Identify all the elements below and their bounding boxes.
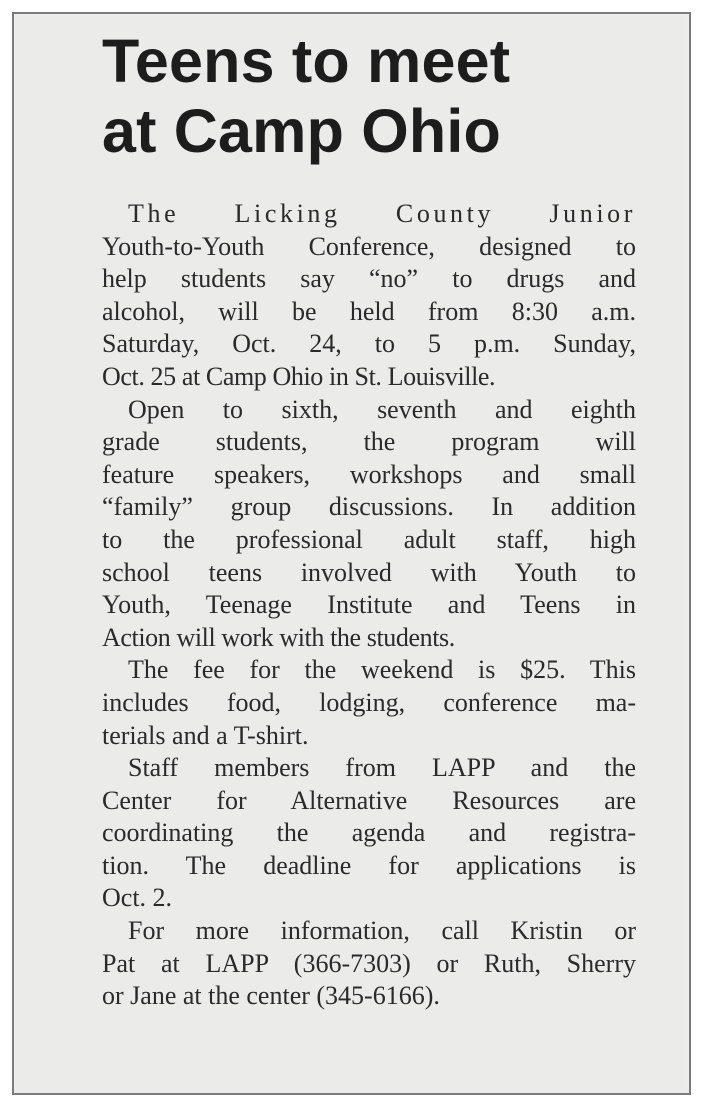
body-line: school teens involved with Youth to: [102, 557, 636, 587]
body-line: or Jane at the center (345-6166).: [102, 981, 440, 1011]
body-line: Open to sixth, seventh and eighth: [128, 394, 636, 424]
body-line: Youth, Teenage Institute and Teens in: [102, 590, 636, 620]
body-line: Oct. 2.: [102, 883, 173, 913]
body-line: terials and a T-shirt.: [102, 720, 309, 750]
article-frame: [12, 12, 691, 1095]
body-line: Staff members from LAPP and the: [128, 753, 636, 783]
body-line: Center for Alternative Resources are: [102, 785, 636, 815]
body-line: Oct. 25 at Camp Ohio in St. Louisville.: [102, 361, 496, 391]
article-headline: [102, 26, 662, 166]
newspaper-clipping: [16, 16, 687, 1091]
body-line: help students say “no” to drugs and: [102, 264, 636, 294]
headline-line-1: Teens to meet: [102, 27, 511, 95]
body-line: Saturday, Oct. 24, to 5 p.m. Sunday,: [102, 329, 636, 359]
body-line: coordinating the agenda and registra-: [102, 818, 636, 848]
body-line: Youth-to-Youth Conference, designed to: [102, 231, 636, 261]
headline-line-2: at Camp Ohio: [102, 97, 501, 165]
body-line: The Licking County Junior: [128, 199, 636, 228]
body-line: grade students, the program will: [102, 427, 636, 457]
body-line: tion. The deadline for applications is: [102, 850, 636, 880]
body-line: The fee for the weekend is $25. This: [128, 655, 636, 685]
body-line: to the professional adult staff, high: [102, 524, 636, 554]
body-line: “family” group discussions. In addition: [102, 492, 636, 522]
body-line: Pat at LAPP (366-7303) or Ruth, Sherry: [102, 948, 636, 978]
body-line: includes food, lodging, conference ma-: [102, 687, 636, 717]
body-line: alcohol, will be held from 8:30 a.m.: [102, 296, 636, 326]
body-line: For more information, call Kristin or: [128, 916, 636, 946]
body-line: feature speakers, workshops and small: [102, 459, 636, 489]
article-body: [102, 198, 636, 1013]
body-line: Action will work with the students.: [102, 622, 455, 652]
